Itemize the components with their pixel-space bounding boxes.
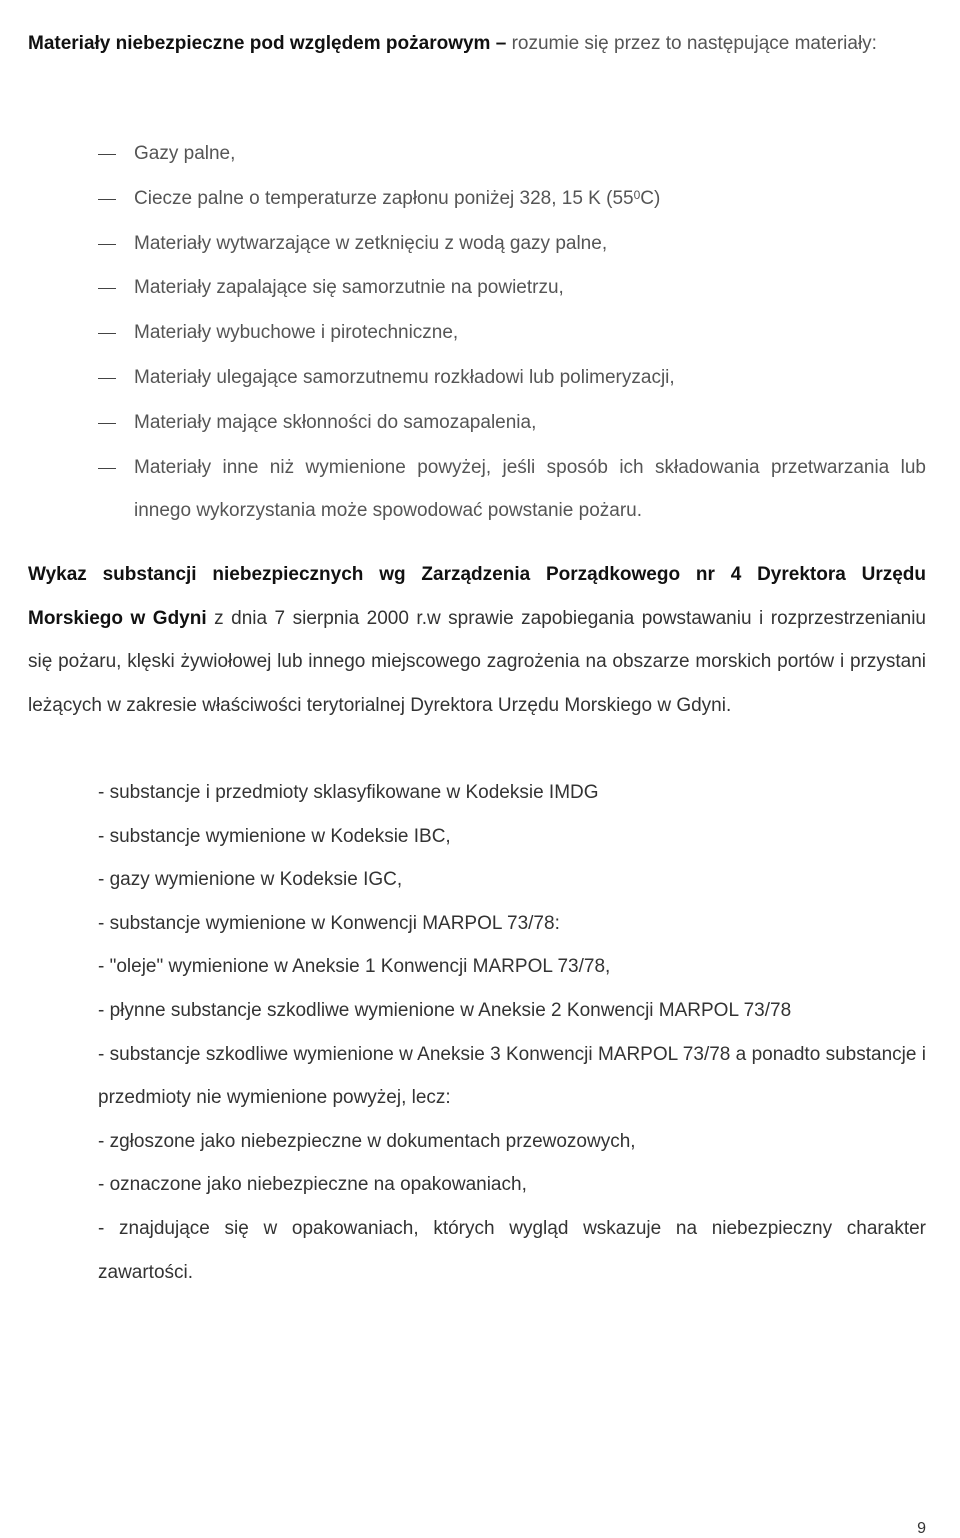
- substances-list: [98, 771, 926, 1294]
- list-item: Ciecze palne o temperaturze zapłonu poniżej 328, 15 K $(55^0C)$: [98, 177, 926, 222]
- list-item: Materiały inne niż wymienione powyżej, jeśli sposób ich składowania przetwarzania lub innego wykorzystania może spowodować powstanie pożaru.: [98, 446, 926, 532]
- wykaz-paragraph: [28, 553, 926, 727]
- fire-materials-list: [98, 132, 926, 532]
- dash-bullet: [98, 423, 116, 424]
- list-item: - oznaczone jako niebezpieczne na opakowaniach,: [98, 1174, 527, 1196]
- list-item: Materiały zapalające się samorzutnie na powietrzu,: [98, 266, 926, 311]
- intro-paragraph: [28, 23, 926, 65]
- dash-bullet: [98, 244, 116, 245]
- dash-bullet: [98, 199, 116, 200]
- intro-text: rozumie się przez to następujące materiały:: [506, 33, 877, 54]
- list-item: Materiały mające skłonności do samozapalenia,: [98, 401, 926, 446]
- list-item: - substancje wymienione w Kodeksie IBC,: [98, 825, 451, 847]
- list-item: Gazy palne,: [98, 132, 926, 177]
- list-item: Materiały ulegające samorzutnemu rozkładowi lub polimeryzacji,: [98, 356, 926, 401]
- list-item: Materiały wybuchowe i pirotechniczne,: [98, 311, 926, 356]
- dash-bullet: [98, 154, 116, 155]
- page-number: 9: [917, 1520, 926, 1537]
- list-item: - zgłoszone jako niebezpieczne w dokumentach przewozowych,: [98, 1130, 636, 1152]
- list-item: Materiały wytwarzające w zetknięciu z wodą gazy palne,: [98, 222, 926, 267]
- list-item: - substancje i przedmioty sklasyfikowane w Kodeksie IMDG: [98, 782, 599, 803]
- dash-bullet: [98, 333, 116, 334]
- intro-heading: Materiały niebezpieczne pod względem pożarowym –: [28, 33, 507, 54]
- wykaz-heading: Wykaz substancji niebezpiecznych wg Zarządzenia Porządkowego nr 4 Dyrektora Urzędu Morskiego w Gdyni: [28, 564, 926, 629]
- list-item: - znajdujące się w opakowaniach, których wygląd wskazuje na niebezpieczny charakter zawartości.: [98, 1217, 926, 1283]
- list-item: - płynne substancje szkodliwe wymienione w Aneksie 2 Konwencji MARPOL 73/78: [98, 999, 792, 1021]
- dash-bullet: [98, 468, 116, 469]
- dash-bullet: [98, 378, 116, 379]
- list-item: - substancje wymienione w Konwencji MARPOL 73/78:: [98, 912, 560, 934]
- list-item: - gazy wymienione w Kodeksie IGC,: [98, 869, 403, 891]
- list-item: - substancje szkodliwe wymienione w Aneksie 3 Konwencji MARPOL 73/78 a ponadto substancje i przedmioty nie wymienione powyżej, lecz:: [98, 1043, 926, 1109]
- wykaz-text: z dnia 7 sierpnia 2000 r.w sprawie zapobiegania powstawaniu i rozprzestrzenianiu się pożaru, klęski żywiołowej lub innego miejscowego zagrożenia na obszarze morskich portów i przystani leżących w zakresie właściwości terytorialnej Dyrektora Urzędu Morskiego w Gdyni.: [28, 607, 926, 716]
- dash-bullet: [98, 288, 116, 289]
- list-item: - "oleje" wymienione w Aneksie 1 Konwencji MARPOL 73/78,: [98, 956, 611, 978]
